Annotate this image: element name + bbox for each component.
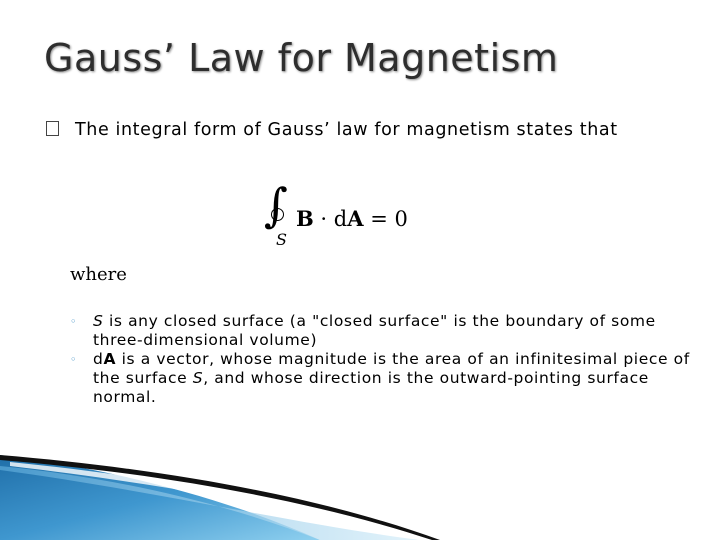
eq-rhs: = 0: [363, 207, 408, 231]
item-prefix: d: [93, 350, 104, 368]
eq-area: A: [347, 206, 364, 231]
item-text: is a vector, whose magnitude is the area of an infinitesimal piece of the surface: [93, 350, 690, 387]
closed-surface-circle-icon: [271, 208, 284, 221]
bullet-item: [46, 120, 618, 140]
integral-subscript: S: [276, 230, 287, 249]
integral-symbol: ∫: [264, 178, 288, 232]
circle-bullet-icon: ◦: [70, 353, 78, 366]
item-var: A: [103, 350, 117, 368]
definition-list: [70, 312, 690, 407]
item-var: S: [93, 312, 104, 330]
item-var2: S: [192, 369, 204, 387]
list-item: [70, 312, 690, 350]
eq-field: B: [296, 206, 314, 231]
bullet-text: The integral form of Gauss’ law for magnetism states that: [75, 120, 618, 140]
equation-body: [296, 206, 408, 231]
eq-dot: · d: [313, 207, 348, 231]
where-label: where: [70, 264, 127, 285]
item-text: is any closed surface (a "closed surface" is the boundary of some three-dimensional volume): [93, 312, 656, 349]
gauss-equation: [262, 178, 432, 254]
list-item: [70, 350, 690, 407]
item-text2: , and whose direction is the outward-pointing surface normal.: [93, 369, 649, 406]
circle-bullet-icon: ◦: [70, 315, 78, 328]
bullet-box-icon: [46, 121, 59, 136]
slide-title: Gauss’ Law for Magnetism: [44, 36, 559, 80]
